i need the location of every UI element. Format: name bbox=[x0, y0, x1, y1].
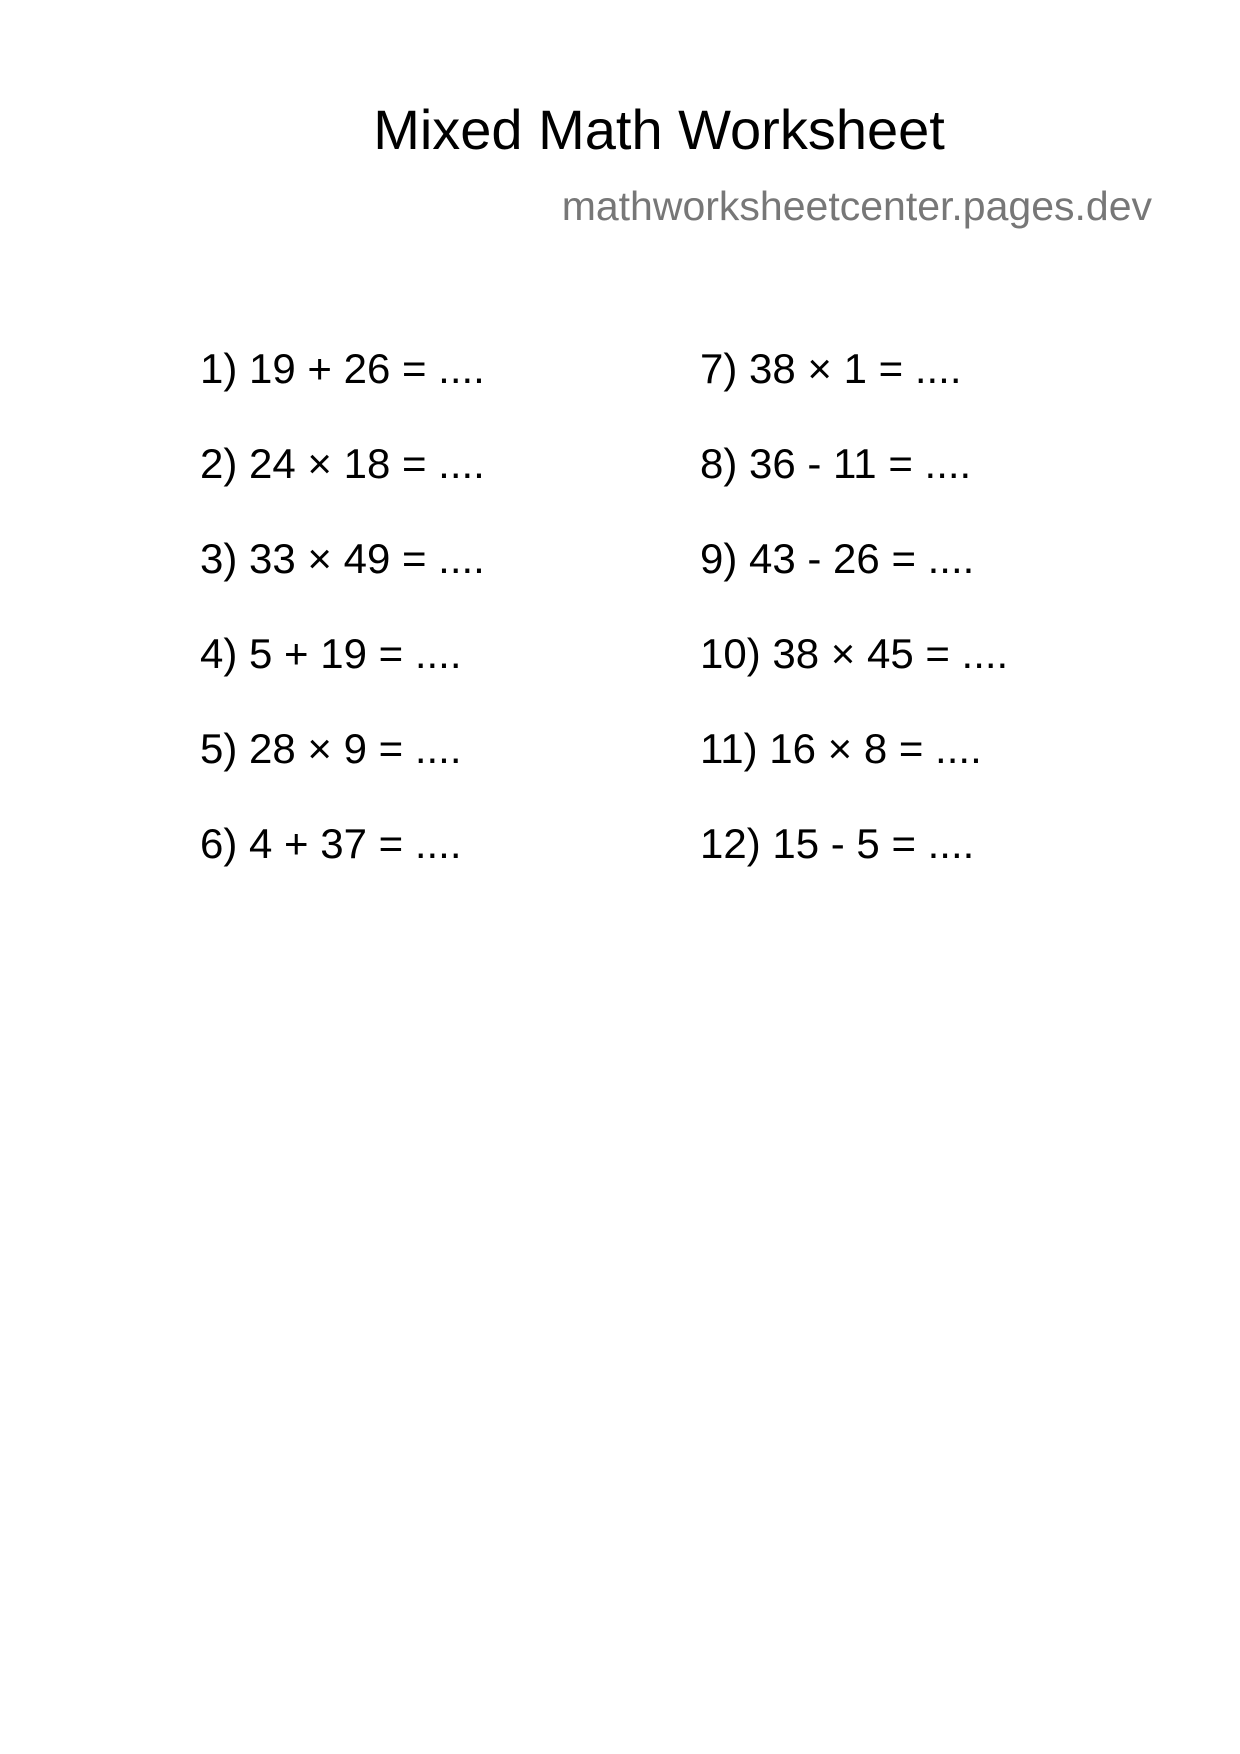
problem-2: 2) 24 × 18 = .... bbox=[200, 440, 485, 487]
problem-5: 5) 28 × 9 = .... bbox=[200, 725, 462, 772]
problem-8: 8) 36 - 11 = .... bbox=[700, 440, 972, 487]
problem-column-left bbox=[200, 345, 485, 915]
problem-column-right bbox=[700, 345, 1008, 915]
problem-11: 11) 16 × 8 = .... bbox=[700, 725, 982, 772]
problem-4: 4) 5 + 19 = .... bbox=[200, 630, 462, 677]
problem-12: 12) 15 - 5 = .... bbox=[700, 820, 975, 867]
problem-10: 10) 38 × 45 = .... bbox=[700, 630, 1009, 677]
problem-6: 6) 4 + 37 = .... bbox=[200, 820, 462, 867]
problem-1: 1) 19 + 26 = .... bbox=[200, 345, 485, 392]
problem-9: 9) 43 - 26 = .... bbox=[700, 535, 975, 582]
problem-7: 7) 38 × 1 = .... bbox=[700, 345, 962, 392]
problem-3: 3) 33 × 49 = .... bbox=[200, 535, 485, 582]
source-url: mathworksheetcenter.pages.dev bbox=[561, 183, 1152, 229]
page-title: Mixed Math Worksheet bbox=[373, 98, 945, 161]
